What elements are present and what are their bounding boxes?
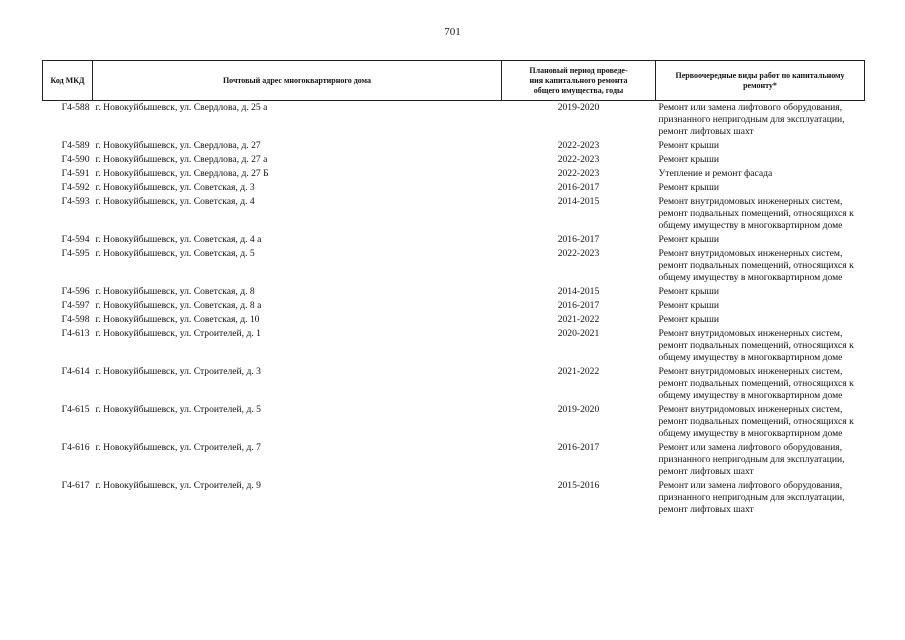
works-line: Ремонт крыши xyxy=(658,234,719,245)
works-line: Ремонт или замена лифтового оборудования, xyxy=(658,102,843,113)
works-line: Утепление и ремонт фасада xyxy=(658,168,773,179)
cell-works xyxy=(656,365,865,403)
table-row xyxy=(43,139,865,153)
cell-address: г. Новокуйбышевск, ул. Свердлова, д. 25 а xyxy=(95,102,268,113)
works-line: Ремонт внутридомовых инженерных систем, xyxy=(658,328,843,339)
cell-period: 2014-2015 xyxy=(557,286,600,297)
works-line: ремонт подвальных помещений, относящихся к xyxy=(658,260,854,271)
capital-repair-table xyxy=(42,60,865,517)
cell-period: 2016-2017 xyxy=(557,300,600,311)
cell-works xyxy=(656,167,865,181)
table-row xyxy=(43,233,865,247)
works-line: Ремонт крыши xyxy=(658,314,719,325)
cell-works xyxy=(656,441,865,479)
cell-works xyxy=(656,139,865,153)
cell-period: 2016-2017 xyxy=(557,182,600,193)
cell-period: 2022-2023 xyxy=(557,168,600,179)
works-line: признанного непригодным для эксплуатации, xyxy=(658,492,845,503)
works-line: ремонт подвальных помещений, относящихся к xyxy=(658,416,854,427)
cell-code: Г4-594 xyxy=(61,234,90,245)
cell-period: 2022-2023 xyxy=(557,140,600,151)
cell-address: г. Новокуйбышевск, ул. Строителей, д. 1 xyxy=(95,328,261,339)
works-line: общему имуществу в многоквартирном доме xyxy=(658,272,843,283)
works-line: общему имуществу в многоквартирном доме xyxy=(658,428,843,439)
cell-code: Г4-593 xyxy=(61,196,90,207)
cell-works xyxy=(656,299,865,313)
works-line: Ремонт крыши xyxy=(658,286,719,297)
table-row xyxy=(43,195,865,233)
table-row xyxy=(43,153,865,167)
works-line: Ремонт крыши xyxy=(658,300,719,311)
table-row xyxy=(43,365,865,403)
cell-code: Г4-588 xyxy=(61,102,90,113)
cell-code: Г4-596 xyxy=(61,286,90,297)
cell-works xyxy=(656,313,865,327)
header-works xyxy=(656,61,865,101)
cell-works xyxy=(656,101,865,140)
cell-period: 2019-2020 xyxy=(557,404,600,415)
cell-works xyxy=(656,285,865,299)
works-line: ремонт подвальных помещений, относящихся к xyxy=(658,208,854,219)
works-line: признанного непригодным для эксплуатации, xyxy=(658,454,845,465)
cell-period: 2015-2016 xyxy=(557,480,600,491)
cell-address: г. Новокуйбышевск, ул. Советская, д. 4 xyxy=(95,196,255,207)
cell-address: г. Новокуйбышевск, ул. Свердлова, д. 27 а xyxy=(95,154,268,165)
cell-address: г. Новокуйбышевск, ул. Свердлова, д. 27 Б xyxy=(95,168,269,179)
cell-period: 2022-2023 xyxy=(557,154,600,165)
cell-address: г. Новокуйбышевск, ул. Свердлова, д. 27 xyxy=(95,140,261,151)
cell-code: Г4-597 xyxy=(61,300,90,311)
cell-code: Г4-617 xyxy=(61,480,90,491)
cell-period: 2020-2021 xyxy=(557,328,600,339)
cell-address: г. Новокуйбышевск, ул. Советская, д. 3 xyxy=(95,182,255,193)
cell-address: г. Новокуйбышевск, ул. Строителей, д. 7 xyxy=(95,442,261,453)
cell-address: г. Новокуйбышевск, ул. Советская, д. 4 а xyxy=(95,234,262,245)
table-row xyxy=(43,479,865,517)
cell-code: Г4-613 xyxy=(61,328,90,339)
works-line: Ремонт или замена лифтового оборудования, xyxy=(658,442,843,453)
works-line: Ремонт внутридомовых инженерных систем, xyxy=(658,196,843,207)
table-body xyxy=(43,101,865,518)
table-row xyxy=(43,247,865,285)
table-row xyxy=(43,285,865,299)
header-period xyxy=(502,61,656,101)
cell-address: г. Новокуйбышевск, ул. Советская, д. 8 а xyxy=(95,300,262,311)
works-line: Ремонт крыши xyxy=(658,182,719,193)
cell-code: Г4-616 xyxy=(61,442,90,453)
cell-period: 2021-2022 xyxy=(557,366,600,377)
works-line: Ремонт или замена лифтового оборудования, xyxy=(658,480,843,491)
table-row xyxy=(43,313,865,327)
cell-code: Г4-592 xyxy=(61,182,90,193)
cell-works xyxy=(656,479,865,517)
works-line: Ремонт внутридомовых инженерных систем, xyxy=(658,248,843,259)
works-line: Ремонт крыши xyxy=(658,140,719,151)
table-row xyxy=(43,181,865,195)
table-row xyxy=(43,299,865,313)
works-line: ремонт подвальных помещений, относящихся к xyxy=(658,378,854,389)
works-line: Ремонт внутридомовых инженерных систем, xyxy=(658,404,843,415)
cell-address: г. Новокуйбышевск, ул. Советская, д. 10 xyxy=(95,314,260,325)
cell-period: 2014-2015 xyxy=(557,196,600,207)
cell-code: Г4-614 xyxy=(61,366,90,377)
header-period-line: Плановый период проведе- xyxy=(529,65,628,75)
header-works-line: Первоочередные виды работ по капитальному xyxy=(675,70,845,80)
cell-address: г. Новокуйбышевск, ул. Советская, д. 8 xyxy=(95,286,255,297)
table-row xyxy=(43,441,865,479)
cell-period: 2022-2023 xyxy=(557,248,600,259)
table-header-row xyxy=(43,61,865,101)
cell-code: Г4-615 xyxy=(61,404,90,415)
works-line: ремонт подвальных помещений, относящихся к xyxy=(658,340,854,351)
table-row xyxy=(43,101,865,140)
works-line: общему имуществу в многоквартирном доме xyxy=(658,352,843,363)
works-line: общему имуществу в многоквартирном доме xyxy=(658,220,843,231)
cell-works xyxy=(656,181,865,195)
header-period-line: общего имущества, годы xyxy=(533,85,624,95)
cell-address: г. Новокуйбышевск, ул. Строителей, д. 5 xyxy=(95,404,261,415)
cell-code: Г4-595 xyxy=(61,248,90,259)
table-row xyxy=(43,327,865,365)
cell-works xyxy=(656,233,865,247)
cell-period: 2016-2017 xyxy=(557,234,600,245)
header-code: Код МКД xyxy=(43,61,93,101)
works-line: Ремонт крыши xyxy=(658,154,719,165)
cell-period: 2016-2017 xyxy=(557,442,600,453)
header-period-line: ния капитального ремонта xyxy=(529,75,628,85)
cell-period: 2019-2020 xyxy=(557,102,600,113)
works-line: ремонт лифтовых шахт xyxy=(658,466,754,477)
cell-code: Г4-590 xyxy=(61,154,90,165)
cell-code: Г4-589 xyxy=(61,140,90,151)
cell-works xyxy=(656,247,865,285)
works-line: признанного непригодным для эксплуатации, xyxy=(658,114,845,125)
works-line: ремонт лифтовых шахт xyxy=(658,504,754,515)
cell-address: г. Новокуйбышевск, ул. Строителей, д. 9 xyxy=(95,480,261,491)
header-address: Почтовый адрес многоквартирного дома xyxy=(93,61,502,101)
works-line: общему имуществу в многоквартирном доме xyxy=(658,390,843,401)
page-number: 701 xyxy=(444,26,461,38)
cell-address: г. Новокуйбышевск, ул. Строителей, д. 3 xyxy=(95,366,261,377)
cell-works xyxy=(656,327,865,365)
cell-code: Г4-598 xyxy=(61,314,90,325)
cell-works xyxy=(656,195,865,233)
cell-code: Г4-591 xyxy=(61,168,90,179)
header-works-line: ремонту* xyxy=(743,80,777,90)
table-row xyxy=(43,403,865,441)
cell-works xyxy=(656,153,865,167)
works-line: Ремонт внутридомовых инженерных систем, xyxy=(658,366,843,377)
cell-works xyxy=(656,403,865,441)
cell-address: г. Новокуйбышевск, ул. Советская, д. 5 xyxy=(95,248,255,259)
cell-period: 2021-2022 xyxy=(557,314,600,325)
works-line: ремонт лифтовых шахт xyxy=(658,126,754,137)
table-row xyxy=(43,167,865,181)
